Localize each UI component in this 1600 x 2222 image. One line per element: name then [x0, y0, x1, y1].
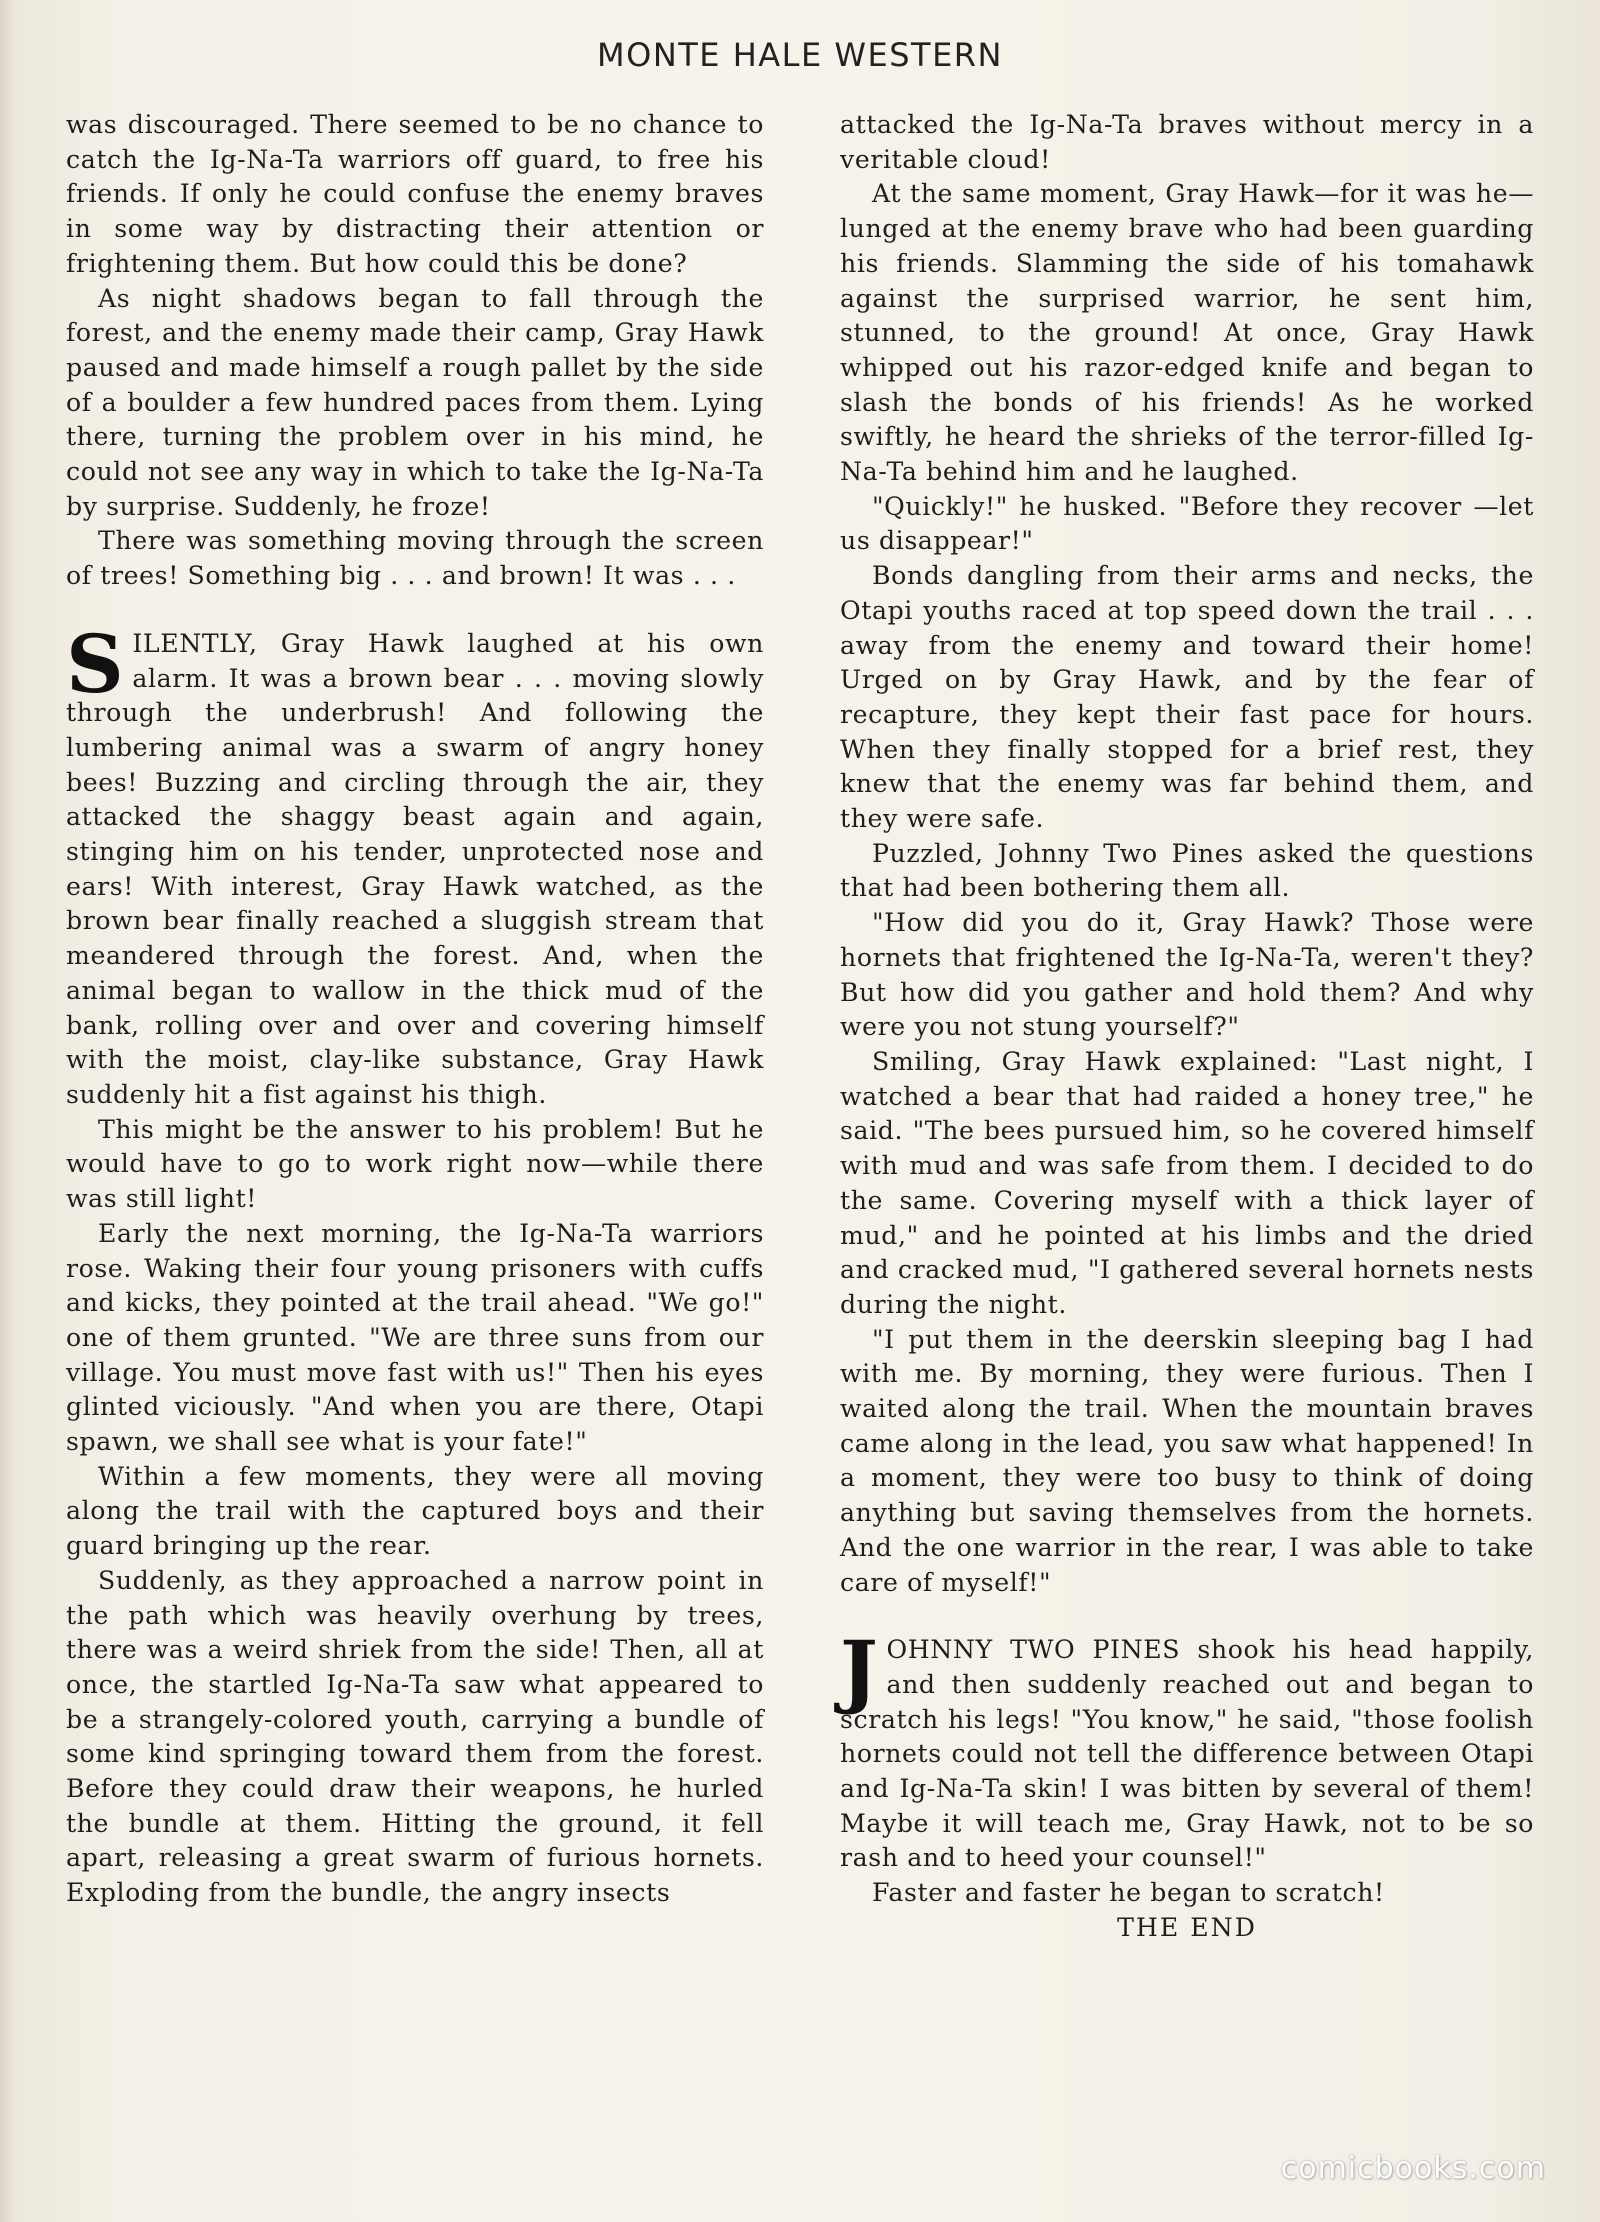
- paragraph: Suddenly, as they approached a narrow point in the path which was heavily overhung by trees, there was a weird shriek from the side! Then, all at once, the startled Ig-Na-Ta saw what appeared to be a strangely-colored youth, carrying a bundle of some kind springing toward them from the forest. Before they could draw their weapons, he hurled the bundle at them. Hitting the ground, it fell apart, releasing a great swarm of furious hornets. Exploding from the bundle, the angry insects: [66, 1565, 764, 1908]
- page-header: MONTE HALE WESTERN: [597, 36, 1003, 74]
- paragraph: Early the next morning, the Ig-Na-Ta warriors rose. Waking their four young prisoners with cuffs and kicks, they pointed at the trail ahead. "We go!" one of them grunted. "We are three suns from our village. You must move fast with us!" Then his eyes glinted viciously. "And when you are there, Otapi spawn, we shall see what is your fate!": [66, 1218, 764, 1457]
- paragraph: Within a few moments, they were all moving along the trail with the captured boys and their guard bringing up the rear.: [66, 1461, 764, 1561]
- paragraph: "I put them in the deerskin sleeping bag I had with me. By morning, they were furious. Then I waited along the trail. When the mountain braves came along in the lead, you saw what happened! In a moment, they were too busy to think of doing anything but saving themselves from the hornets. And the one warrior in the rear, I was able to take care of myself!": [840, 1324, 1534, 1597]
- paragraph: At the same moment, Gray Hawk—for it was he—lunged at the enemy brave who had been guarding his friends. Slamming the side of his tomahawk against the surprised warrior, he sent him, stunned, to the ground! At once, Gray Hawk whipped out his razor-edged knife and began to slash the bonds of his friends! As he worked swiftly, he heard the shrieks of the terror-filled Ig-Na-Ta behind him and he laughed.: [840, 179, 1534, 487]
- paragraph: "Quickly!" he husked. "Before they recover —let us disappear!": [840, 491, 1534, 556]
- paragraph: attacked the Ig-Na-Ta braves without mercy in a veritable cloud!: [840, 110, 1534, 174]
- paragraph: As night shadows began to fall through the forest, and the enemy made their camp, Gray Hawk paused and made himself a rough pallet by the side of a boulder a few hundred paces from them. Lying there, turning the problem over in his mind, he could not see any way in which to take the Ig-Na-Ta by surprise. Suddenly, he froze!: [66, 283, 764, 521]
- watermark: comicbooks.com: [1280, 2151, 1546, 2186]
- paragraph: There was something moving through the screen of trees! Something big . . . and brown! It was . . .: [66, 526, 764, 591]
- binding-shadow: [0, 0, 14, 2222]
- the-end-label: THE END: [1117, 1912, 1257, 1942]
- paragraph-with-dropcap: [840, 1623, 1534, 1876]
- left-column: [66, 108, 764, 1911]
- paragraph-text: ILENTLY, Gray Hawk laughed at his own alarm. It was a brown bear . . . moving slowly through the underbrush! And following the lumbering animal was a swarm of angry honey bees! Buzzing and circling through the air, they attacked the shaggy beast again and again, stinging him on his tender, unprotected nose and ears! With interest, Gray Hawk watched, as the brown bear finally reached a sluggish stream that meandered through the forest. And, when the animal began to wallow in the thick mud of the bank, rolling over and over and covering himself with the moist, clay-like substance, Gray Hawk suddenly hit a fist against his thigh.: [66, 628, 764, 1109]
- paragraph: Smiling, Gray Hawk explained: "Last night, I watched a bear that had raided a honey tree," he said. "The bees pursued him, so he covered himself with mud and was safe from them. I decided to do the same. Covering myself with a thick layer of mud," and he pointed at his limbs and the dried and cracked mud, "I gathered several hornets nests during the night.: [840, 1046, 1534, 1319]
- paragraph: Puzzled, Johnny Two Pines asked the questions that had been bothering them all.: [840, 838, 1534, 903]
- paragraph-text: OHNNY TWO PINES shook his head happily, and then suddenly reached out and began to scratch his legs! "You know," he said, "those foolish hornets could not tell the difference between Otapi and Ig-Na-Ta skin! I was bitten by several of them! Maybe it will teach me, Gray Hawk, not to be so rash and to heed your counsel!": [840, 1635, 1534, 1873]
- drop-cap: S: [66, 616, 125, 711]
- paragraph: was discouraged. There seemed to be no chance to catch the Ig-Na-Ta warriors off guard, to free his friends. If only he could confuse the enemy braves in some way by distracting their attention or frightening them. But how could this be done?: [66, 110, 764, 278]
- right-column: [840, 108, 1534, 1946]
- paragraph-with-dropcap: [66, 616, 764, 1113]
- paragraph: "How did you do it, Gray Hawk? Those were hornets that frightened the Ig-Na-Ta, weren't they? But how did you gather and hold them? And why were you not stung yourself?": [840, 908, 1534, 1042]
- paragraph: Faster and faster he began to scratch!: [872, 1878, 1385, 1908]
- paragraph: Bonds dangling from their arms and necks, the Otapi youths raced at top speed down the trail . . . away from the enemy and toward their home! Urged on by Gray Hawk, and by the fear of recapture, they kept their fast pace for hours. When they finally stopped for a brief rest, they knew that the enemy was far behind them, and they were safe.: [840, 561, 1534, 834]
- drop-cap: J: [840, 1623, 879, 1718]
- paragraph: This might be the answer to his problem! But he would have to go to work right now—while there was still light!: [66, 1114, 764, 1214]
